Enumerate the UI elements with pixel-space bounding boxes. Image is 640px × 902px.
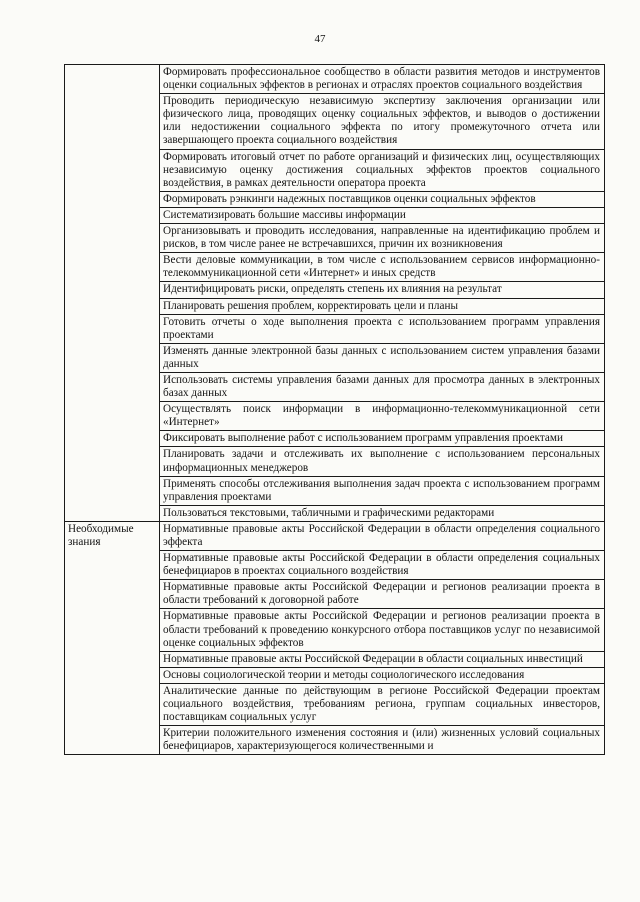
table-row [65, 65, 605, 94]
knowledge-item: Нормативные правовые акты Российской Федерации и регионов реализации проекта в области требований к договорной работе [160, 580, 605, 609]
skill-item: Идентифицировать риски, определять степень их влияния на результат [160, 282, 605, 298]
knowledge-item: Нормативные правовые акты Российской Федерации в области определения социальных бенефициаров в проектах социального воздействия [160, 551, 605, 580]
knowledge-item: Нормативные правовые акты Российской Федерации и регионов реализации проекта в области требований к проведению конкурсного отбора поставщиков услуг по независимой оценке социальных эффектов [160, 609, 605, 651]
skill-item: Планировать решения проблем, корректировать цели и планы [160, 298, 605, 314]
page-number: 47 [314, 33, 326, 45]
requirements-table [64, 64, 605, 755]
knowledge-label: Необходимые знания [65, 521, 160, 755]
table-row [65, 521, 605, 550]
skill-item: Вести деловые коммуникации, в том числе с использованием сервисов информационно-телекоммуникационной сети «Интернет» и иных средств [160, 253, 605, 282]
skill-item: Применять способы отслеживания выполнения задач проекта с использованием программ управления проектами [160, 476, 605, 505]
skill-item: Формировать итоговый отчет по работе организаций и физических лиц, осуществляющих независимую оценку достижения социальных эффектов проектов социального воздействия, в рамках деятельности оператора проекта [160, 149, 605, 191]
knowledge-item: Критерии положительного изменения состояния и (или) жизненных условий социальных бенефициаров, характеризующегося количественными и [160, 726, 605, 755]
skill-item: Формировать профессиональное сообщество в области развития методов и инструментов оценки социальных эффектов в регионах и отраслях проектов социального воздействия [160, 65, 605, 94]
skills-label-cell [65, 65, 160, 522]
skill-item: Осуществлять поиск информации в информационно-телекоммуникационной сети «Интернет» [160, 402, 605, 431]
skill-item: Формировать рэнкинги надежных поставщиков оценки социальных эффектов [160, 191, 605, 207]
skill-item: Фиксировать выполнение работ с использованием программ управления проектами [160, 431, 605, 447]
skill-item: Организовывать и проводить исследования, направленные на идентификацию проблем и рисков, в том числе ранее не встречавшихся, причин их возникновения [160, 224, 605, 253]
skill-item: Использовать системы управления базами данных для просмотра данных в электронных базах данных [160, 372, 605, 401]
skill-item: Изменять данные электронной базы данных с использованием систем управления базами данных [160, 343, 605, 372]
skill-item: Пользоваться текстовыми, табличными и графическими редакторами [160, 505, 605, 521]
knowledge-item: Аналитические данные по действующим в регионе Российской Федерации проектам социального воздействия, требованиям региона, группам социальных инвесторов, поставщикам социальных услуг [160, 683, 605, 725]
skill-item: Готовить отчеты о ходе выполнения проекта с использованием программ управления проектами [160, 314, 605, 343]
knowledge-item: Основы социологической теории и методы социологического исследования [160, 667, 605, 683]
skill-item: Планировать задачи и отслеживать их выполнение с использованием персональных информационных менеджеров [160, 447, 605, 476]
skill-item: Проводить периодическую независимую экспертизу заключения организации или физического лица, проводящих оценку социальных эффектов, и выводов о достижении или недостижении социального эффекта по итогу промежуточного отчета или завершающего проекта социального воздействия [160, 94, 605, 149]
skill-item: Систематизировать большие массивы информации [160, 207, 605, 223]
knowledge-item: Нормативные правовые акты Российской Федерации в области определения социального эффекта [160, 521, 605, 550]
knowledge-item: Нормативные правовые акты Российской Федерации в области социальных инвестиций [160, 651, 605, 667]
